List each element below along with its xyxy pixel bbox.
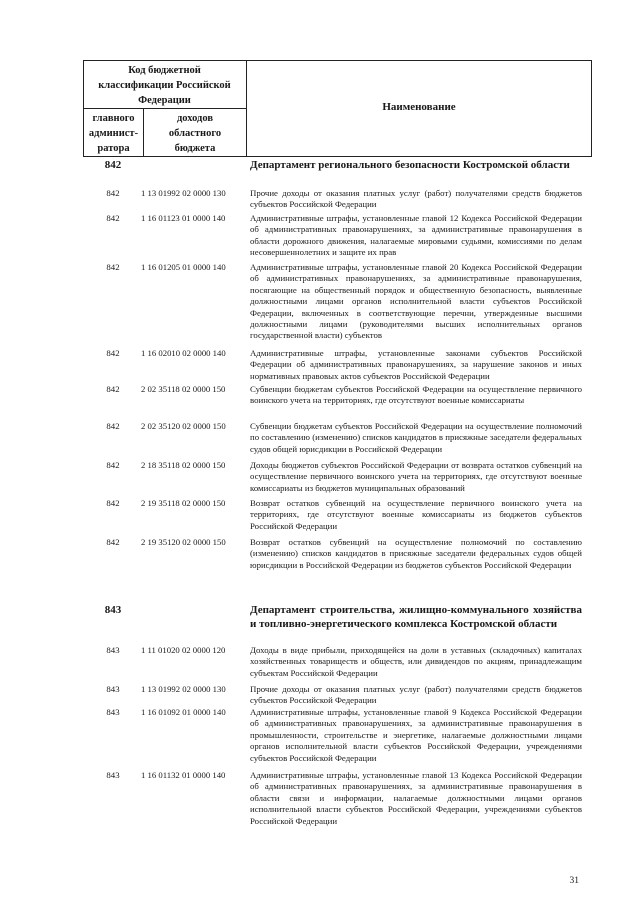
- row-kbk: 1 16 01123 01 0000 140: [141, 213, 226, 223]
- row-admin-code: 842: [106, 262, 120, 272]
- row-admin-code: 843: [106, 770, 120, 780]
- department-code: 843: [104, 604, 122, 616]
- row-kbk: 1 16 02010 02 0000 140: [141, 348, 226, 358]
- row-kbk: 2 02 35118 02 0000 150: [141, 384, 226, 394]
- row-kbk: 1 16 01132 01 0000 140: [141, 770, 226, 780]
- row-description: Доходы в виде прибыли, приходящейся на доли в уставных (складочных) капиталах хозяйственных товариществ и обществ, или дивидендов по акциям, принадлежащим субъектам Российской Федерации: [250, 645, 582, 678]
- table-header: [83, 60, 592, 157]
- row-description: Прочие доходы от оказания платных услуг (работ) получателями средств бюджетов субъектов Российской Федерации: [250, 684, 582, 706]
- department-title: Департамент регионального безопасности Костромской области: [250, 159, 570, 171]
- department-code: 842: [104, 159, 122, 171]
- row-description: Административные штрафы, установленные главой 20 Кодекса Российской Федерации об административных правонарушениях, за административные правонарушения, посягающие на общественный порядок и общественную безопасность, выявленные должностными лицами органов исполнительной власти субъектов Российской Федерации, включенных в соответствующие перечни, утвержденные высшими должностными лицами (руководителями высших исполнительных органов государственной власти) субъектов: [250, 262, 582, 341]
- page-number: 31: [569, 876, 579, 886]
- row-description: Административные штрафы, установленные главой 9 Кодекса Российской Федерации об административных правонарушениях, за административные правонарушения в промышленности, строительстве и энергетике, налагаемые должностными лицами органов исполнительной власти субъектов Российской Федерации, учреждениями субъектов Российской Федерации: [250, 707, 582, 763]
- row-description: Доходы бюджетов субъектов Российской Федерации от возврата остатков субвенций на осуществление первичного воинского учета на территориях, где отсутствуют военные комиссариаты из бюджетов муниципальных образований: [250, 460, 582, 493]
- row-admin-code: 842: [106, 213, 120, 223]
- row-admin-code: 842: [106, 460, 120, 470]
- row-description: Прочие доходы от оказания платных услуг (работ) получателями средств бюджетов субъектов Российской Федерации: [250, 188, 582, 210]
- row-kbk: 2 19 35118 02 0000 150: [141, 498, 226, 508]
- department-title: Департамент строительства, жилищно-коммунального хозяйства и топливно-энергетического комплекса Костромской области: [250, 604, 582, 630]
- row-admin-code: 843: [106, 645, 120, 655]
- row-admin-code: 843: [106, 707, 120, 717]
- row-kbk: 1 13 01992 02 0000 130: [141, 188, 226, 198]
- header-name-column: Наименование: [382, 101, 456, 113]
- row-kbk: 1 16 01205 01 0000 140: [141, 262, 226, 272]
- row-description: Возврат остатков субвенций на осуществление полномочий по составлению (изменению) списков кандидатов в присяжные заседатели федеральных судов общей юрисдикции в Российской Федерации из бюджетов субъектов Российской Федерации: [250, 537, 582, 570]
- row-admin-code: 842: [106, 498, 120, 508]
- row-admin-code: 842: [106, 421, 120, 431]
- row-admin-code: 842: [106, 348, 120, 358]
- row-description: Возврат остатков субвенций на осуществление первичного воинского учета на территориях, где отсутствуют военные комиссариаты из бюджетов субъектов Российской Федерации: [250, 498, 582, 531]
- row-kbk: 1 13 01992 02 0000 130: [141, 684, 226, 694]
- row-admin-code: 842: [106, 384, 120, 394]
- row-kbk: 1 11 01020 02 0000 120: [141, 645, 226, 655]
- row-admin-code: 843: [106, 684, 120, 694]
- row-admin-code: 842: [106, 188, 120, 198]
- row-description: Административные штрафы, установленные главой 13 Кодекса Российской Федерации об административных правонарушениях, за административные правонарушения в области связи и информации, налагаемые должностными лицами органов исполнительной власти субъектов Российской Федерации, учреждениями субъектов Российской Федерации: [250, 770, 582, 826]
- row-kbk: 2 02 35120 02 0000 150: [141, 421, 226, 431]
- row-description: Субвенции бюджетам субъектов Российской Федерации на осуществление полномочий по составлению (изменению) списков кандидатов в присяжные заседатели федеральных судов общей юрисдикции в Российской Федерации: [250, 421, 582, 454]
- row-kbk: 2 18 35118 02 0000 150: [141, 460, 226, 470]
- row-description: Административные штрафы, установленные главой 12 Кодекса Российской Федерации об административных правонарушениях, за административные правонарушения в области дорожного движения, налагаемые мировыми судьями, комиссиями по делам несовершеннолетних и защите их прав: [250, 213, 582, 258]
- row-kbk: 1 16 01092 01 0000 140: [141, 707, 226, 717]
- header-admin-column: главного админист-ратора: [88, 113, 139, 154]
- row-description: Субвенции бюджетам субъектов Российской Федерации на осуществление первичного воинского учета на территориях, где отсутствуют военные комиссариаты: [250, 384, 582, 406]
- row-admin-code: 842: [106, 537, 120, 547]
- header-code-group: Код бюджетной классификации Российской Федерации: [98, 65, 231, 106]
- header-income-column: доходов областного бюджета: [168, 113, 222, 154]
- row-description: Административные штрафы, установленные законами субъектов Российской Федерации об административных правонарушениях, за нарушение законов и иных нормативных правовых актов субъектов Российской Федерации: [250, 348, 582, 381]
- row-kbk: 2 19 35120 02 0000 150: [141, 537, 226, 547]
